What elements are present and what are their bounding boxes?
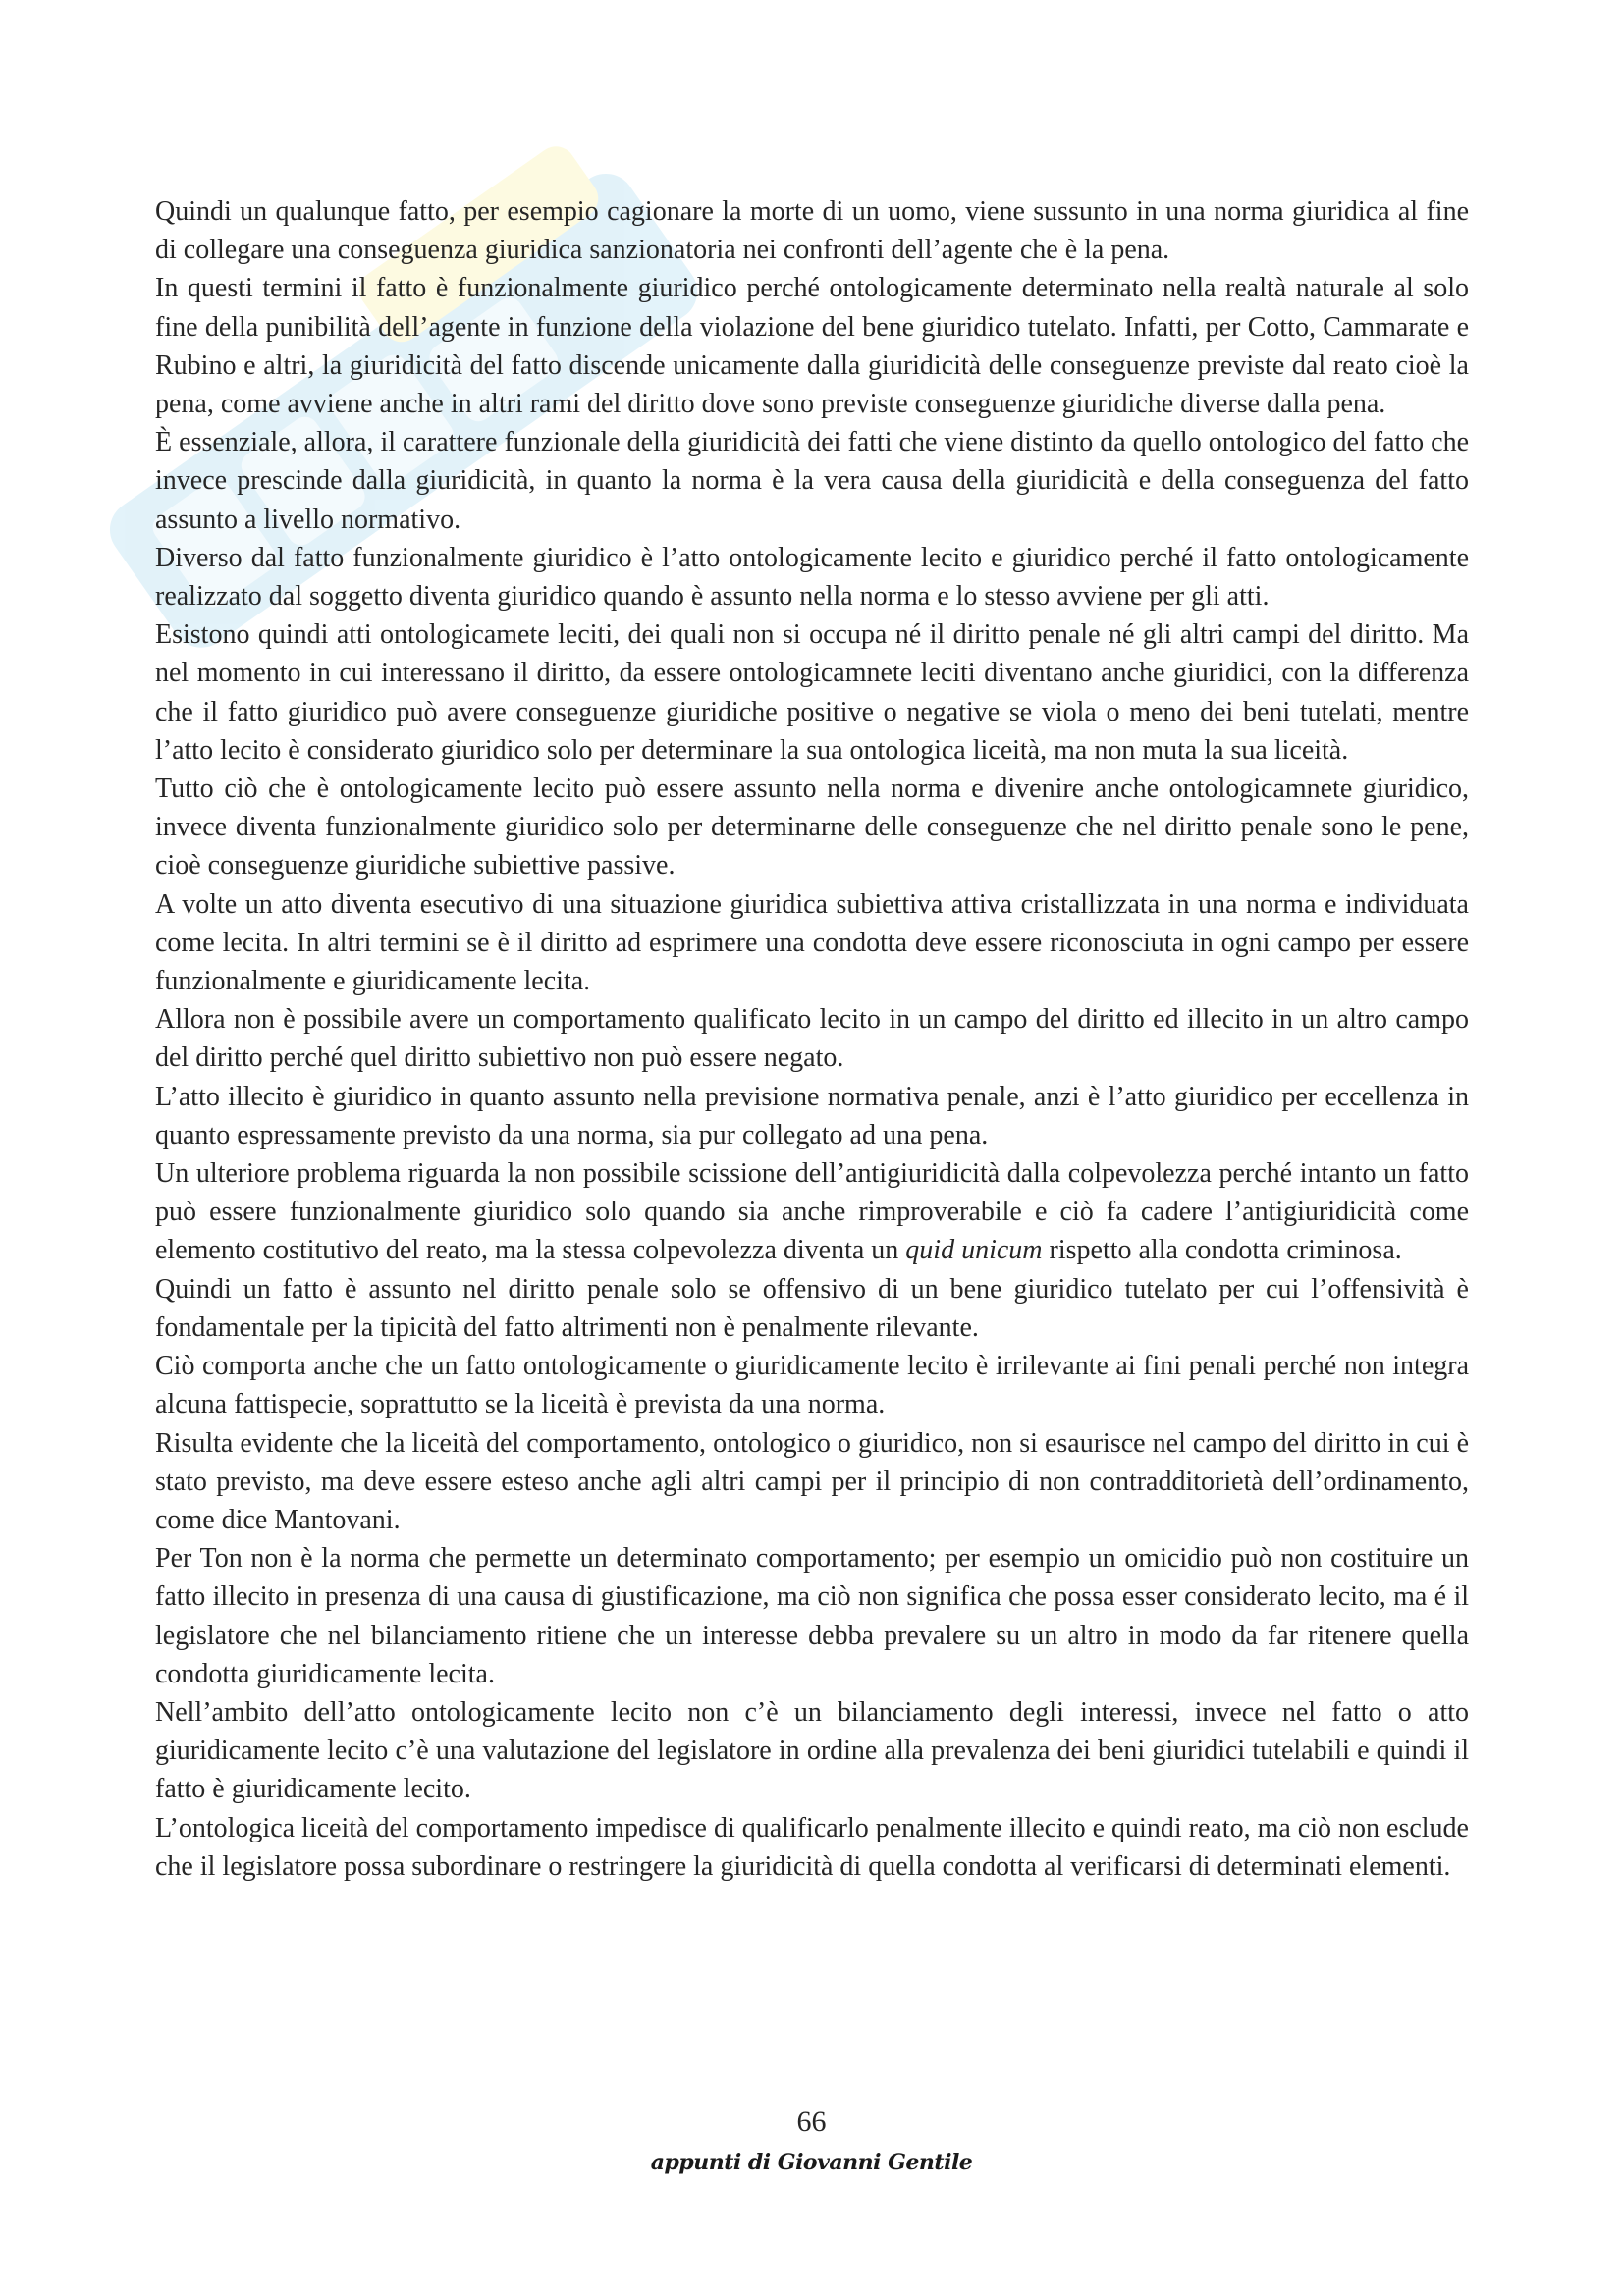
- paragraph: Tutto ciò che è ontologicamente lecito può essere assunto nella norma e divenire anche ontologicamnete giuridico, invece diventa funzionalmente giuridico solo per determinarne delle conseguenze che nel diritto penale sono le pene, cioè conseguenze giuridiche subiettive passive.: [155, 774, 1469, 881]
- paragraph: Esistono quindi atti ontologicamete leciti, dei quali non si occupa né il diritto penale né gli altri campi del diritto. Ma nel momento in cui interessano il diritto, da essere ontologicamnete leciti diventano anche giuridici, con la differenza che il fatto giuridico può avere conseguenze giuridiche positive o negative se viola o meno dei beni tutelati, mentre l’atto lecito è considerato giuridico solo per determinare la sua ontologica liceità, ma non muta la sua liceità.: [155, 619, 1469, 766]
- paragraph: Nell’ambito dell’atto ontologicamente lecito non c’è un bilanciamento degli interessi, invece nel fatto o atto giuridicamente lecito c’è una valutazione del legislatore in ordine alla prevalenza dei beni giuridici tutelabili e quindi il fatto è giuridicamente lecito.: [155, 1696, 1469, 1805]
- paragraph-text: rispetto alla condotta criminosa.: [1042, 1235, 1402, 1266]
- paragraph: Risulta evidente che la liceità del comportamento, ontologico o giuridico, non si esaurisce nel campo del diritto in cui è stato previsto, ma deve essere esteso anche agli altri campi per il principio di non contradditorietà dell’ordinamento, come dice Mantovani.: [155, 1427, 1469, 1535]
- paragraph: Quindi un fatto è assunto nel diritto penale solo se offensivo di un bene giuridico tutelato per cui l’offensività è fondamentale per la tipicità del fatto altrimenti non è penalmente rilevante.: [155, 1273, 1469, 1343]
- paragraph: L’ontologica liceità del comportamento impedisce di qualificarlo penalmente illecito e quindi reato, ma ciò non esclude che il legislatore possa subordinare o restringere la giuridicità di quella condotta al verificarsi di determinati elementi.: [155, 1812, 1469, 1882]
- paragraph: A volte un atto diventa esecutivo di una situazione giuridica subiettiva attiva cristallizzata in una norma e individuata come lecita. In altri termini se è il diritto ad esprimere una condotta deve essere riconosciuta in ogni campo per essere funzionalmente e giuridicamente lecita.: [155, 888, 1469, 997]
- paragraph: [155, 1154, 1469, 1270]
- paragraph: È essenziale, allora, il carattere funzionale della giuridicità dei fatti che viene distinto da quello ontologico del fatto che invece prescinde dalla giuridicità, in quanto la norma è la vera causa della giuridicità e della conseguenza del fatto assunto a livello normativo.: [155, 427, 1469, 535]
- paragraph: Quindi un qualunque fatto, per esempio cagionare la morte di un uomo, viene sussunto in una norma giuridica al fine di collegare una conseguenza giuridica sanzionatoria nei confronti dell’agente che è la pena.: [155, 196, 1469, 266]
- paragraph: Per Ton non è la norma che permette un determinato comportamento; per esempio un omicidio può non costituire un fatto illecito in presenza di una causa di giustificazione, ma ciò non significa che possa esser considerato lecito, ma é il legislatore che nel bilanciamento ritiene che un interesse debba prevalere su un altro in modo da far ritenere quella condotta giuridicamente lecita.: [155, 1543, 1469, 1689]
- paragraph: Diverso dal fatto funzionalmente giuridico è l’atto ontologicamente lecito e giuridico perché il fatto ontologicamente realizzato dal soggetto diventa giuridico quando è assunto nella norma e lo stesso avviene per gli atti.: [155, 542, 1469, 613]
- paragraph: Ciò comporta anche che un fatto ontologicamente o giuridicamente lecito è irrilevante ai fini penali perché non integra alcuna fattispecie, soprattutto se la liceità è prevista da una norma.: [155, 1351, 1469, 1420]
- latin-phrase: quid unicum: [905, 1235, 1043, 1266]
- author-signature: appunti di Giovanni Gentile: [650, 2150, 973, 2175]
- paragraph: In questi termini il fatto è funzionalmente giuridico perché ontologicamente determinato nella realtà naturale al solo fine della punibilità dell’agente in funzione della violazione del bene giuridico tutelato. Infatti, per Cotto, Cammarate e Rubino e altri, la giuridicità del fatto discende unicamente dalla giuridicità delle conseguenze previste dal reato cioè la pena, come avviene anche in altri rami del diritto dove sono previste conseguenze giuridiche diverse dalla pena.: [155, 273, 1469, 420]
- paragraph: L’atto illecito è giuridico in quanto assunto nella previsione normativa penale, anzi è l’atto giuridico per eccellenza in quanto espressamente previsto da una norma, sia pur collegato ad una pena.: [155, 1081, 1469, 1150]
- paragraph: Allora non è possibile avere un comportamento qualificato lecito in un campo del diritto ed illecito in un altro campo del diritto perché quel diritto subiettivo non può essere negato.: [155, 1004, 1469, 1074]
- paragraph-text: Un ulteriore problema riguarda la non possibile scissione dell’antigiuridicità dalla colpevolezza perché intanto un fatto può essere funzionalmente giuridico solo quando sia anche rimproverabile e ciò fa cadere l’antigiuridicità come elemento costitutivo del reato, ma la stessa colpevolezza diventa un: [155, 1158, 1469, 1266]
- page-number: 66: [796, 2106, 827, 2138]
- document-body: [155, 192, 1469, 1886]
